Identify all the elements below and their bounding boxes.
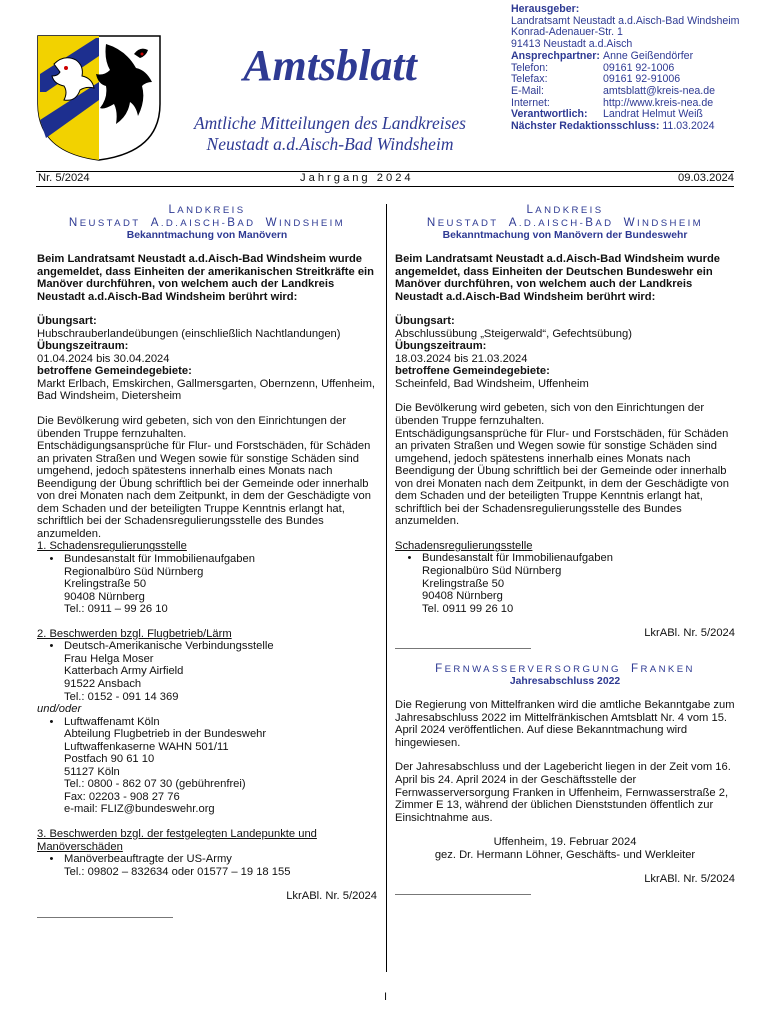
and-or-text: und/oder <box>37 703 82 716</box>
exercise-period-label: Übungszeitraum: <box>395 340 487 353</box>
issue-date: 09.03.2024 <box>678 172 734 184</box>
publisher-block <box>511 4 761 133</box>
deadline-label: Nächster Redaktionsschluss: <box>511 120 660 133</box>
affected-areas-label: betroffene Gemeindegebiete: <box>395 365 550 378</box>
article-lead: Beim Landratsamt Neustadt a.d.Aisch-Bad Windsheim wurde angemeldet, dass Einheiten der amerikanischen Streitkräfte ein Manöver durchführen, von welchem auch der Landkreis Neustadt a.d.Aisch-Bad Windsheim berührt wird: <box>37 253 374 303</box>
publisher-label: Herausgeber: <box>511 3 580 15</box>
list-item: • Luftwaffenamt Köln Abteilung Flugbetrieb in der Bundeswehr Luftwaffenkaserne WAHN 501/11 Postfach 90 61 10 51127 Köln Tel.: 0800 - 862 07 30 (gebührenfrei) Fax: 02203 - 908 27 76 e-mail: FLIZ@bundeswehr.org <box>49 715 267 816</box>
issue-number: Nr. 5/2024 <box>38 172 90 184</box>
list-item: • Bundesanstalt für Immobilienaufgaben Regionalbüro Süd Nürnberg Krelingstraße 50 90408 Nürnberg Tel.: 0911 – 99 26 10 <box>49 553 255 616</box>
signature-line: gez. Dr. Hermann Löhner, Geschäfts- und Werkleiter <box>434 848 696 861</box>
masthead-subtitle <box>170 113 490 155</box>
address-line: Tel.: 0911 – 99 26 10 <box>64 603 168 616</box>
article-paragraph: Der Jahresabschluss und der Lagebericht liegen in der Zeit vom 16. April bis 24. April 2024 in der Geschäftsstelle der Fernwasserversorgung Franken in Uffenheim, Fernwasserstraße 2, Zimmer E 13, während der üblichen Dienststunden öffentlich zur Einsichtnahme aus. <box>395 761 731 824</box>
place-date: Uffenheim, 19. Februar 2024 <box>493 836 637 849</box>
address-line: Tel.: 0152 - 091 14 369 <box>64 690 179 703</box>
public-notice: Die Bevölkerung wird gebeten, sich von den Einrichtungen der übenden Truppe fernzuhalten. <box>37 415 347 440</box>
page-number: I <box>384 991 388 1003</box>
address-line: Luftwaffenamt Köln <box>64 715 160 728</box>
address-line: Krelingstraße 50 <box>64 578 147 591</box>
exercise-period: 01.04.2024 bis 30.04.2024 <box>37 352 170 365</box>
address-line: Luftwaffenkaserne WAHN 501/11 <box>64 740 229 753</box>
address-line: Tel.: 0800 - 862 07 30 (gebührenfrei) <box>64 778 246 791</box>
address-line: 90408 Nürnberg <box>64 590 145 603</box>
exercise-period-label: Übungszeitraum: <box>37 340 129 353</box>
claims-office-heading: 1. Schadensregulierungsstelle <box>37 540 187 553</box>
responsible-label: Verantwortlich: <box>511 108 588 121</box>
right-column <box>395 204 735 895</box>
phone-value: 09161 92-1006 <box>603 61 675 74</box>
list-item: • Manöverbeauftragte der US-Army Tel.: 09802 – 832634 oder 01577 – 19 18 155 <box>49 853 291 878</box>
address-line: Postfach 90 61 10 <box>64 753 155 766</box>
publisher-name: Landratsamt Neustadt a.d.Aisch-Bad Windsheim <box>511 14 740 27</box>
fax-label: Telefax: <box>511 73 548 86</box>
address-line: Fax: 02203 - 908 27 76 <box>64 790 180 803</box>
exercise-type: Abschlussübung „Steigerwald“, Gefechtsübung) <box>395 327 632 340</box>
address-line: Frau Helga Moser <box>64 652 154 665</box>
affected-areas-label: betroffene Gemeindegebiete: <box>37 365 192 378</box>
address-line: 91522 Ansbach <box>64 677 142 690</box>
exercise-period: 18.03.2024 bis 21.03.2024 <box>395 352 528 365</box>
masthead-title: Amtsblatt <box>243 41 417 90</box>
landing-complaints-heading: 3. Beschwerden bzgl. der festgelegten Landepunkte und Manöverschäden <box>37 827 317 853</box>
section-heading-district-name: NEUSTADT A.D.AISCH-BAD WINDSHEIM <box>426 215 704 229</box>
gazette-reference: LkrABl. Nr. 5/2024 <box>286 890 377 903</box>
section-heading-district: LANDKREIS <box>168 203 246 216</box>
article-title: Bekanntmachung von Manövern <box>126 230 288 241</box>
claims-notice: Entschädigungsansprüche für Flur- und Forstschäden, für Schäden an privaten Straßen und Wegen sowie für sonstige Schäden sind umgehend, jedoch spätestens innerhalb eines Monats nach Beendigung der Übung schriftlich bei der Gemeinde oder innerhalb von drei Monaten nach dem Zeitpunkt, in dem der Geschädigte von dem Schaden und der beteiligten Truppe Kenntnis erlangt hat, schriftlich bei der Schadensregulierungsstelle des Bundes anzumelden. <box>395 427 729 528</box>
web-label: Internet: <box>511 96 550 109</box>
contact-name: Anne Geißendörfer <box>603 49 694 62</box>
address-line: Regionalbüro Süd Nürnberg <box>422 565 562 578</box>
contact-label: Ansprechpartner: <box>511 49 600 62</box>
address-line: Deutsch-Amerikanische Verbindungsstelle <box>64 640 274 653</box>
address-line: Bundesanstalt für Immobilienaufgaben <box>422 552 613 565</box>
address-line: 51127 Köln <box>64 765 120 778</box>
article-lead: Beim Landratsamt Neustadt a.d.Aisch-Bad Windsheim wurde angemeldet, dass Einheiten der Deutschen Bundeswehr ein Manöver durchführen, von welchem auch der Landkreis Neustadt a.d.Aisch-Bad Windsheim berührt wird: <box>395 253 721 303</box>
address-line: 90408 Nürnberg <box>422 590 503 603</box>
list-item: • Bundesanstalt für Immobilienaufgaben Regionalbüro Süd Nürnberg Krelingstraße 50 90408 Nürnberg Tel. 0911 99 26 10 <box>407 552 613 615</box>
address-line: Tel.: 09802 – 832634 oder 01577 – 19 18 155 <box>64 865 291 878</box>
address-line: Tel. 0911 99 26 10 <box>422 602 514 615</box>
address-line: Manöverbeauftragte der US-Army <box>64 853 232 866</box>
article-title: Jahresabschluss 2022 <box>509 676 621 688</box>
separator-line <box>37 917 173 918</box>
left-column <box>37 204 377 918</box>
masthead-subtitle-line1: Amtliche Mitteilungen des Landkreises <box>193 113 466 133</box>
complaints-heading: 2. Beschwerden bzgl. Flugbetrieb/Lärm <box>37 627 232 640</box>
claims-office-heading: Schadensregulierungsstelle <box>395 539 533 552</box>
address-line: Katterbach Army Airfield <box>64 665 184 678</box>
separator-line <box>395 894 531 895</box>
gazette-reference: LkrABl. Nr. 5/2024 <box>644 873 735 886</box>
section-heading-district-name: NEUSTADT A.D.AISCH-BAD WINDSHEIM <box>68 215 346 229</box>
address-line: Bundesanstalt für Immobilienaufgaben <box>64 553 255 566</box>
claims-notice: Entschädigungsansprüche für Flur- und Forstschäden, für Schäden an privaten Straßen und Wegen sowie für sonstige Schäden sind umgehend, jedoch spätestens innerhalb eines Monats nach Beendigung der Übung schriftlich bei der Gemeinde oder innerhalb von drei Monaten nach dem Zeitpunkt, in dem der Geschädigte von dem Schaden und der beteiligten Truppe Kenntnis erlangt hat, schriftlich bei der Schadensregulierungsstelle des Bundes anzumelden. <box>37 440 371 540</box>
issue-volume: Jahrgang 2024 <box>300 172 414 184</box>
section-heading-water-supply: FERNWASSERVERSORGUNG FRANKEN <box>435 661 695 675</box>
gazette-reference: LkrABl. Nr. 5/2024 <box>644 627 735 640</box>
email-label: E-Mail: <box>511 84 544 97</box>
web-link[interactable]: http://www.kreis-nea.de <box>603 96 714 109</box>
fax-value: 09161 92-91006 <box>603 73 681 86</box>
phone-label: Telefon: <box>511 61 549 74</box>
address-line: Regionalbüro Süd Nürnberg <box>64 565 204 578</box>
email-link[interactable]: e-mail: FLIZ@bundeswehr.org <box>64 803 215 816</box>
exercise-type-label: Übungsart: <box>395 315 455 328</box>
column-divider <box>386 204 387 972</box>
address-line: Abteilung Flugbetrieb in der Bundeswehr <box>64 728 267 741</box>
district-coat-of-arms-icon <box>36 34 162 162</box>
deadline-value: 11.03.2024 <box>662 120 715 133</box>
address-line: Krelingstraße 50 <box>422 577 505 590</box>
affected-areas: Scheinfeld, Bad Windsheim, Uffenheim <box>395 377 589 390</box>
exercise-type-label: Übungsart: <box>37 315 97 328</box>
publisher-street: Konrad-Adenauer-Str. 1 <box>511 26 623 39</box>
section-heading-district: LANDKREIS <box>526 203 604 216</box>
publisher-city: 91413 Neustadt a.d.Aisch <box>511 38 633 51</box>
masthead-subtitle-line2: Neustadt a.d.Aisch-Bad Windsheim <box>206 134 454 154</box>
header-rule-bottom <box>36 186 734 187</box>
article-title: Bekanntmachung von Manövern der Bundeswehr <box>442 230 688 241</box>
affected-areas: Markt Erlbach, Emskirchen, Gallmersgarten, Obernzenn, Uffenheim, Bad Windsheim, Dietersheim <box>37 377 376 403</box>
email-link[interactable]: amtsblatt@kreis-nea.de <box>603 84 716 97</box>
responsible-name: Landrat Helmut Weiß <box>603 108 703 121</box>
public-notice: Die Bevölkerung wird gebeten, sich von den Einrichtungen der übenden Truppe fernzuhalten. <box>395 402 705 428</box>
list-item: • Deutsch-Amerikanische Verbindungsstelle Frau Helga Moser Katterbach Army Airfield 91522 Ansbach Tel.: 0152 - 091 14 369 <box>49 640 274 703</box>
article-paragraph: Die Regierung von Mittelfranken wird die amtliche Bekanntgabe zum Jahresabschluss 2022 im Mittelfränkischen Amtsblatt Nr. 4 vom 15. April 2024 veröffentlichen. Auf diese Bekanntmachung wird hingewiesen. <box>395 699 735 749</box>
exercise-type: Hubschrauberlandeübungen (einschließlich Nachtlandungen) <box>37 327 341 340</box>
